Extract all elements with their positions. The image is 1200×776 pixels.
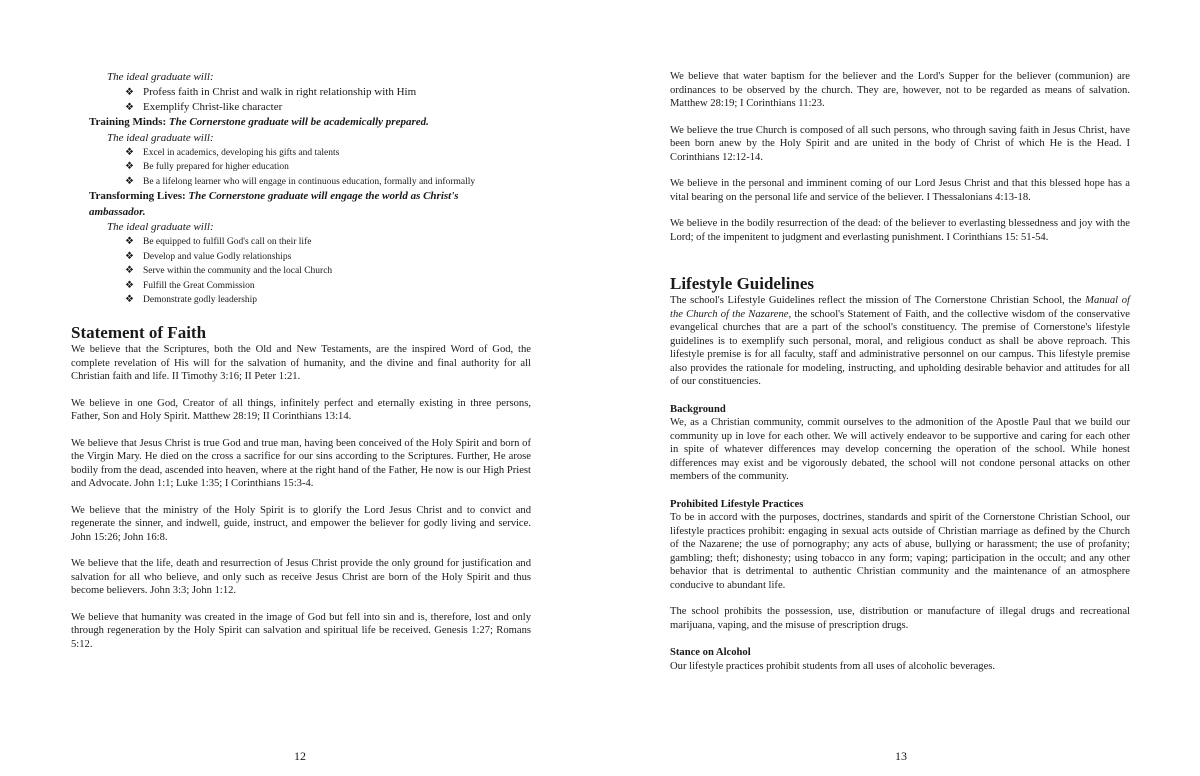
page-number: 12 [294, 749, 306, 763]
faith-paragraph: We believe in the bodily resurrection of the dead: of the believer to everlasting blessedness and joy with the Lord; of the impenitent to judgment and everlasting punishment. I Corinthians 15: 51-54. [670, 218, 1130, 243]
list-item-text: Develop and value Godly relationships [143, 251, 292, 262]
list-item-text: Be fully prepared for higher education [143, 162, 289, 172]
drugs-paragraph: The school prohibits the possession, use, distribution or manufacture of illegal drugs and recreational marijuana, vaping, and the misuse of prescription drugs. [670, 606, 1130, 631]
goal-statement: The Cornerstone graduate will engage the world as Christ's ambassador. [89, 190, 459, 218]
list-item-text: Be equipped to fulfill God's call on their life [143, 237, 312, 247]
list-item [125, 146, 531, 161]
goal-heading [89, 189, 509, 220]
subheading-background: Background [670, 403, 726, 415]
list-item [125, 293, 531, 308]
lifestyle-body [670, 294, 1130, 673]
list-item-text: Profess faith in Christ and walk in right relationship with Him [143, 86, 417, 98]
goal-statement: The Cornerstone graduate will be academically prepared. [168, 116, 429, 128]
right-page [670, 0, 1130, 776]
faith-paragraph: We believe in one God, Creator of all things, infinitely perfect and eternally existing in three persons, Father, Son and Holy Spirit. Matthew 28:19; II Corinthians 13:14. [71, 397, 531, 422]
faith-paragraph: We believe that the Scriptures, both the Old and New Testaments, are the inspired Word of God, the complete revelation of His will for the salvation of humanity, and the divine and final authority for all Christian faith and life. II Timothy 3:16; II Peter 1:21. [71, 344, 531, 382]
faith-paragraph: We believe that Jesus Christ is true God and true man, having been conceived of the Holy Spirit and born of the Virgin Mary. He died on the cross a sacrifice for our sins according to the Scriptures. Further, He arose bodily from the dead, ascended into heaven, where at the right hand of the Father, He now is our High Priest and Advocate. John 1:1; Luke 1:35; I Corinthians 15:3-4. [71, 437, 531, 489]
list-item [125, 85, 531, 100]
lifestyle-intro [670, 294, 1130, 389]
diamond-bullet-icon: ❖ [125, 236, 134, 247]
manual-title: Manual of the Church of the Nazarene, [670, 295, 1130, 320]
diamond-bullet-icon: ❖ [125, 175, 134, 187]
statement-of-faith-body [71, 343, 531, 651]
list-item-text: Serve within the community and the local Church [143, 266, 333, 276]
lifestyle-intro-text: The school's Lifestyle Guidelines reflect the mission of The Cornerstone Christian School, the [670, 295, 1086, 306]
diamond-bullet-icon: ❖ [125, 265, 134, 276]
faith-paragraph: We believe that the life, death and resurrection of Jesus Christ provide the only ground for justification and salvation for all who believe, and only such as receive Jesus Christ are born of the Holy Spirit and thus become believers. John 3:3; John 1:12. [71, 558, 531, 596]
list-item-text: Demonstrate godly leadership [143, 295, 257, 305]
list-item [125, 264, 531, 279]
diamond-bullet-icon: ❖ [125, 250, 134, 262]
ideal-graduate-intro: The ideal graduate will: [107, 131, 214, 144]
list-item [125, 175, 531, 190]
alcohol-paragraph: Our lifestyle practices prohibit students from all uses of alcoholic beverages. [670, 660, 996, 672]
list-item-text: Exemplify Christ-like character [143, 101, 283, 113]
diamond-bullet-icon: ❖ [125, 294, 134, 305]
subheading-alcohol: Stance on Alcohol [670, 647, 751, 658]
left-page [71, 0, 531, 776]
list-item [125, 235, 531, 250]
list-item [125, 160, 531, 175]
faith-paragraph: We believe in the personal and imminent coming of our Lord Jesus Christ and that this blessed hope has a vital bearing on the personal life and service of the believer. I Thessalonians 4:13-18. [670, 178, 1130, 203]
prohibited-paragraph: To be in accord with the purposes, doctrines, standards and spirit of the Cornerstone Christian School, our lifestyle practices prohibit: engaging in sexual acts outside of Christian marriage as defined by the Church of the Nazarene; the use of pornography; any acts of abuse, bullying or harassment; the use of profanity; gambling; theft; dishonesty; using tobacco in any form; vaping; participation in the occult; and any other behavior that is detrimental to authentic Christian community and the maintenance of an atmosphere conducive to abundant life. [670, 512, 1130, 591]
diamond-bullet-icon: ❖ [125, 87, 134, 98]
lifestyle-intro-text: the school's Statement of Faith, and the collective wisdom of the conservative evangelical churches that are a part of the school's constituency. The premise of Cornerstone's lifestyle guidelines is to exemplify such personal, moral, and religious conduct as shall be above reproach. This lifestyle premise is for all faculty, staff and administrative personnel on our campus. This lifestyle premise also provides the rationale for modeling, instructing, and upholding desirable behavior and attitudes for all of our constituencies. [670, 308, 1130, 387]
faith-paragraph: We believe that water baptism for the believer and the Lord's Supper for the believer (communion) are ordinances to be observed by the church. They are, however, not to be regarded as means of salvation. Matthew 28:19; I Corinthians 11:23. [670, 71, 1130, 109]
graduate-profile [71, 70, 531, 308]
list-item-text: Excel in academics, developing his gifts and talents [143, 147, 340, 158]
goal-label: Transforming Lives: [89, 190, 186, 202]
list-item-text: Be a lifelong learner who will engage in continuous education, formally and informally [143, 176, 476, 187]
bullet-list [71, 85, 531, 115]
diamond-bullet-icon: ❖ [125, 161, 134, 172]
faith-paragraph: We believe the true Church is composed of all such persons, who through saving faith in Jesus Christ, have been born anew by the Holy Spirit and are united in the body of Christ of which He is the Head. I Corinthians 12:12-14. [670, 124, 1130, 163]
page-number: 13 [895, 749, 907, 763]
background-paragraph: We, as a Christian community, commit ourselves to the admonition of the Apostle Paul that we build our community up in love for each other. We will actively endeavor to be supportive and caring for each other in spite of whatever differences may develop concerning the operation of the school. While honest differences may exist and be vigorously debated, the school will not condone personal attacks on other members of the community. [670, 417, 1130, 482]
faith-paragraph: We believe that the ministry of the Holy Spirit is to glorify the Lord Jesus Christ and to convict and regenerate the sinner, and indwell, guide, instruct, and empower the believer for godly living and service. John 15:26; John 16:8. [71, 504, 531, 543]
bullet-list [71, 235, 531, 308]
list-item-text: Fulfill the Great Commission [143, 280, 255, 291]
ideal-graduate-intro: The ideal graduate will: [107, 71, 214, 83]
goal-heading [89, 115, 531, 131]
section-title-statement-of-faith: Statement of Faith [71, 323, 207, 342]
faith-paragraph: We believe that humanity was created in the image of God but fell into sin and is, therefore, lost and only through regeneration by the Holy Spirit can salvation and spiritual life be received. Genesis 1:27; Romans 5:12. [71, 611, 531, 650]
statement-of-faith-continued [670, 70, 1130, 244]
section-title-lifestyle-guidelines: Lifestyle Guidelines [670, 274, 815, 293]
list-item [125, 250, 531, 265]
diamond-bullet-icon: ❖ [125, 146, 134, 158]
ideal-graduate-intro: The ideal graduate will: [107, 221, 214, 233]
subheading-prohibited-practices: Prohibited Lifestyle Practices [670, 498, 804, 510]
list-item [125, 100, 531, 115]
list-item [125, 279, 531, 294]
diamond-bullet-icon: ❖ [125, 279, 134, 291]
goal-label: Training Minds: [89, 116, 167, 128]
diamond-bullet-icon: ❖ [125, 102, 134, 113]
bullet-list [71, 146, 531, 190]
